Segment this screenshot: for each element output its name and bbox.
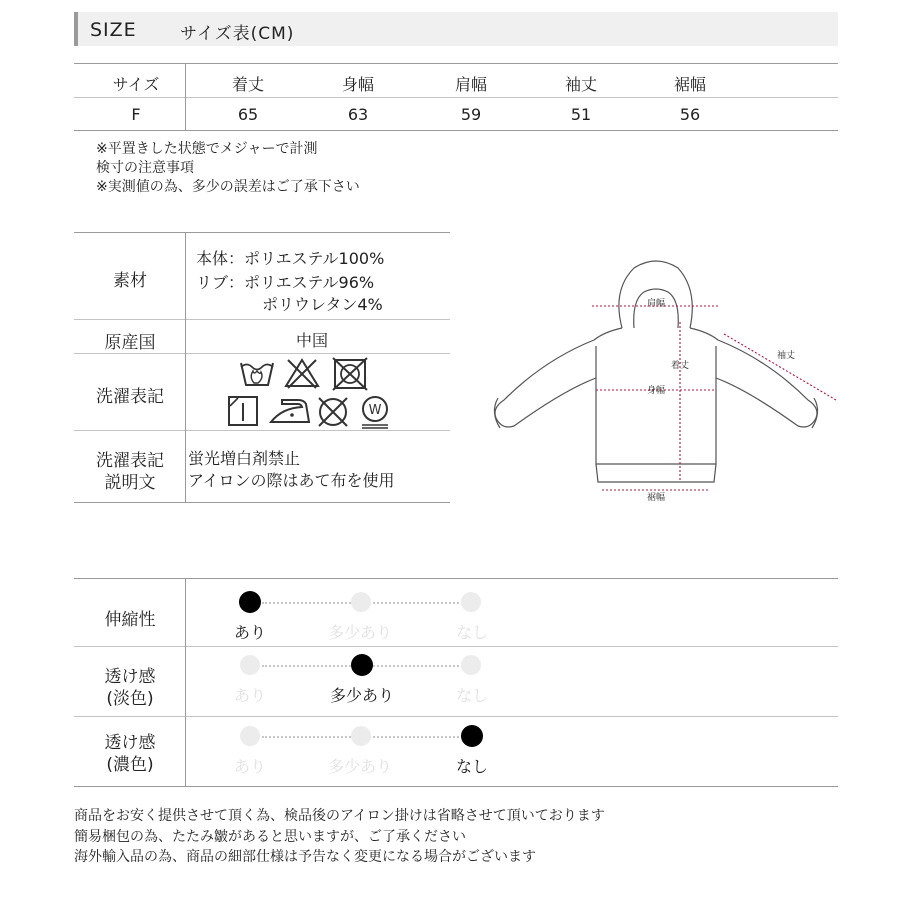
diagram-label-sleeve: 袖丈	[776, 351, 796, 361]
scale-option: なし	[455, 686, 488, 705]
scale-option-selected: 多少あり	[329, 686, 394, 705]
table-cell: 65	[237, 105, 259, 124]
no-tumble-dry-icon	[331, 357, 369, 391]
diagram-label-hem: 裾幅	[646, 493, 666, 503]
column-header: 肩幅	[454, 75, 487, 94]
material-line: ポリウレタン4%	[262, 295, 383, 314]
scale-label: 透け感	[104, 667, 156, 687]
column-header: 裾幅	[673, 75, 706, 94]
table-divider	[185, 63, 186, 130]
material-line: 本体：ポリエステル100%	[196, 249, 385, 268]
header-subtitle: サイズ表(CM)	[180, 24, 295, 44]
header-title: SIZE	[90, 19, 137, 41]
table-cell: F	[131, 105, 141, 124]
table-line	[74, 786, 838, 787]
table-cell: 51	[570, 105, 592, 124]
scale-dot	[461, 592, 481, 612]
hang-dry-icon	[226, 394, 260, 428]
wash-desc-line: 蛍光増白剤禁止	[188, 449, 301, 468]
hoodie-outline	[494, 261, 817, 482]
scale-option: 多少あり	[327, 623, 392, 642]
wash-label: 洗濯表記	[96, 387, 164, 407]
scale-dot	[240, 655, 260, 675]
no-dry-clean-icon	[315, 394, 351, 430]
table-line	[74, 430, 450, 431]
scale-label: 透け感	[104, 733, 156, 753]
scale-option: あり	[233, 686, 266, 705]
table-line	[74, 578, 838, 579]
scale-dot	[351, 592, 371, 612]
scale-dot-selected	[351, 654, 373, 676]
table-cell: 63	[347, 105, 369, 124]
scale-dot	[351, 726, 371, 746]
header-accent	[74, 12, 78, 46]
wash-desc-label: 洗濯表記	[96, 451, 164, 471]
table-line	[74, 232, 450, 233]
no-bleach-icon	[282, 356, 322, 390]
scale-option: なし	[455, 623, 488, 642]
scale-option-selected: あり	[233, 623, 266, 642]
origin-label: 原産国	[104, 333, 156, 353]
note-line: 検寸の注意事項	[96, 160, 194, 176]
table-line	[74, 716, 838, 717]
scale-dot	[461, 655, 481, 675]
measure-lines	[592, 306, 836, 490]
diagram-label-chest: 身幅	[646, 386, 666, 396]
wet-clean-icon	[358, 394, 392, 430]
material-line: リブ：ポリエステル96%	[196, 273, 375, 292]
scale-label: 伸縮性	[104, 610, 156, 630]
hoodie-diagram	[484, 250, 854, 510]
table-line	[74, 130, 838, 131]
iron-low-icon	[268, 396, 312, 426]
footer-note: 簡易梱包の為、たたみ皺があると思いますが、ご了承ください	[74, 829, 466, 845]
footer-note: 商品をお安く提供させて頂く為、検品後のアイロン掛けは省略させて頂いております	[74, 808, 605, 824]
table-line	[74, 646, 838, 647]
svg-text:W: W	[368, 403, 382, 418]
scale-dot-selected	[239, 591, 261, 613]
note-line: ※平置きした状態でメジャーで計測	[96, 141, 318, 157]
scale-option: 多少あり	[327, 757, 392, 776]
column-header: サイズ	[112, 75, 160, 94]
table-cell: 59	[460, 105, 482, 124]
table-line	[74, 63, 838, 64]
diagram-label-length: 着丈	[670, 361, 690, 371]
wash-desc-label: 説明文	[104, 473, 156, 493]
table-line	[74, 502, 450, 503]
scale-dot	[240, 726, 260, 746]
scale-label-sub: (濃色)	[106, 755, 154, 775]
table-cell: 56	[679, 105, 701, 124]
table-line	[74, 97, 838, 98]
column-header: 身幅	[341, 75, 374, 94]
scale-option-selected: なし	[455, 757, 488, 776]
origin-value: 中国	[296, 331, 329, 350]
column-header: 着丈	[231, 75, 264, 94]
scale-label-sub: (淡色)	[106, 689, 154, 709]
wash-desc-line: アイロンの際はあて布を使用	[188, 471, 395, 490]
table-line	[74, 319, 450, 320]
wash-40-icon	[238, 357, 276, 389]
material-label: 素材	[113, 271, 147, 291]
table-line	[74, 353, 450, 354]
column-header: 袖丈	[564, 75, 597, 94]
footer-note: 海外輸入品の為、商品の細部仕様は予告なく変更になる場合がございます	[74, 849, 536, 865]
note-line: ※実測値の為、多少の誤差はご了承下さい	[96, 179, 360, 195]
scale-dot-selected	[461, 725, 483, 747]
scale-option: あり	[233, 757, 266, 776]
diagram-label-shoulder: 肩幅	[646, 299, 666, 309]
